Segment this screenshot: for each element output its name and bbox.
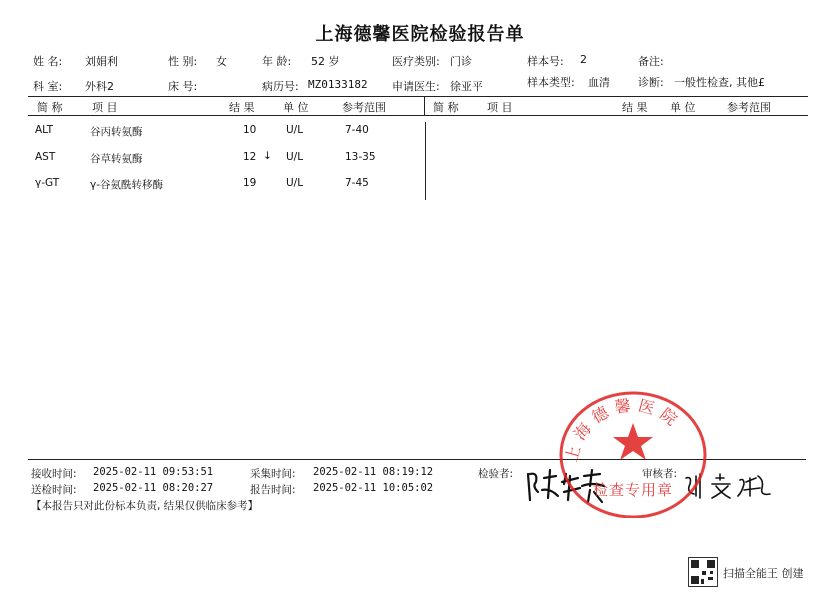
row-result: 10 [243,124,257,136]
doctor: 徐亚平 [450,80,483,93]
col-result-header-right: 结 果 [622,101,648,114]
patient-name: 刘娟利 [85,55,118,68]
report-title: 上海德馨医院检验报告单 [315,24,525,45]
row-flag-low: ↓ [263,150,272,162]
col-abbr-header-right: 简 称 [433,101,459,114]
row-unit: U/L [286,124,304,136]
report-time-label: 报告时间: [250,484,296,496]
svg-text:检查专用章: 检查专用章 [592,481,674,499]
patient-name-label: 姓 名: [33,55,63,68]
sample-type: 血清 [588,76,610,89]
medical-category-label: 医疗类别: [392,55,440,68]
collect-time: 2025-02-11 08:19:12 [313,466,434,478]
sample-no-label: 样本号: [527,55,564,68]
patient-age: 52 岁 [311,55,340,68]
row-abbr: AST [35,151,56,163]
scanner-watermark: 扫描全能王 创建 [723,567,804,580]
col-item-header-right: 项 目 [487,101,513,114]
row-result: 12 [243,151,257,163]
col-ref-header: 参考范围 [342,101,386,114]
receive-time: 2025-02-11 09:53:51 [93,466,214,478]
col-result-header: 结 果 [229,101,255,114]
col-item-header: 项 目 [92,101,118,114]
row-item: 谷草转氨酶 [90,153,143,165]
diagnosis-label: 诊断: [638,76,664,89]
sample-no: 2 [580,53,587,66]
col-unit-header-right: 单 位 [670,101,696,114]
row-item: γ-谷氨酰转移酶 [90,179,164,191]
row-ref: 13-35 [345,151,376,163]
sample-type-label: 样本类型: [527,76,575,89]
disclaimer: 【本报告只对此份标本负责, 结果仅供临床参考】 [31,500,259,512]
patient-age-label: 年 龄: [262,55,292,68]
row-ref: 7-40 [345,124,369,136]
svg-text:上海德馨医院: 上海德馨医院 [561,395,686,464]
qr-code-icon [688,557,718,587]
row-ref: 7-45 [345,177,369,189]
patient-sex: 女 [216,55,227,68]
record-number: MZ0133182 [308,78,368,91]
report-time: 2025-02-11 10:05:02 [313,482,434,494]
row-result: 19 [243,177,257,189]
bed-label: 床 号: [168,80,198,93]
medical-category: 门诊 [450,55,472,68]
send-time: 2025-02-11 08:20:27 [93,482,214,494]
remark-label: 备注: [638,55,664,68]
reviewer-label: 审核者: [642,468,678,480]
diagnosis: 一般性检查, 其他£ [674,76,765,89]
collect-time-label: 采集时间: [250,468,296,480]
body-divider [425,122,426,200]
receive-time-label: 接收时间: [31,468,77,480]
hospital-seal-stamp [555,383,710,518]
dept: 外科2 [85,80,114,93]
row-item: 谷丙转氨酶 [90,126,143,138]
dept-label: 科 室: [33,80,63,93]
row-abbr: γ-GT [35,177,60,189]
header-top-line [28,96,808,97]
patient-sex-label: 性 别: [168,55,198,68]
row-unit: U/L [286,177,304,189]
inspector-label: 检验者: [478,468,514,480]
send-time-label: 送检时间: [31,484,77,496]
row-unit: U/L [286,151,304,163]
header-bottom-line [28,115,808,116]
doctor-label: 申请医生: [392,80,440,93]
header-divider [424,97,425,115]
record-label: 病历号: [262,80,299,93]
col-ref-header-right: 参考范围 [727,101,771,114]
row-abbr: ALT [35,124,54,136]
col-unit-header: 单 位 [283,101,309,114]
col-abbr-header: 简 称 [37,101,63,114]
